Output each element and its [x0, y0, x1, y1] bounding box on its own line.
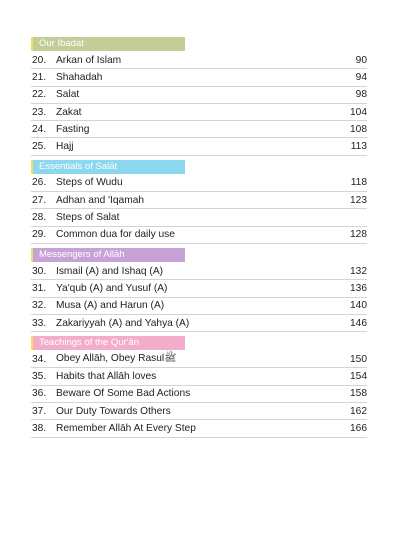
item-title: Remember Allāh At Every Step — [56, 422, 196, 434]
toc-row[interactable] — [31, 420, 367, 437]
section-header: Teachings of the Qur'ān — [31, 336, 185, 350]
item-number: 30. — [32, 265, 47, 277]
toc-row[interactable] — [31, 227, 367, 244]
item-number: 23. — [32, 106, 47, 118]
toc-row[interactable] — [31, 87, 367, 104]
item-title: Steps of Salat — [56, 212, 120, 224]
item-title: Ya'qub (A) and Yusuf (A) — [56, 282, 168, 294]
item-page: 158 — [350, 388, 367, 400]
item-title: Ismail (A) and Ishaq (A) — [56, 265, 164, 277]
item-title: Hajj — [56, 141, 74, 153]
toc-row[interactable] — [31, 52, 367, 69]
item-page: 140 — [350, 300, 367, 312]
item-title: Beware Of Some Bad Actions — [56, 388, 191, 400]
item-page: 128 — [350, 229, 367, 241]
item-page: 166 — [350, 422, 367, 434]
item-title: Adhan and 'Iqamah — [56, 194, 145, 206]
section-header: Essentials of Salāt — [31, 160, 185, 174]
item-title: Musa (A) and Harun (A) — [56, 300, 165, 312]
toc-row[interactable] — [31, 263, 367, 280]
item-page: 123 — [350, 194, 367, 206]
item-page: 113 — [350, 141, 367, 153]
item-number: 20. — [32, 54, 47, 66]
toc-row[interactable] — [31, 192, 367, 209]
section-essentials-of-salat — [31, 160, 367, 244]
item-number: 32. — [32, 300, 47, 312]
item-title: Steps of Wudu — [56, 177, 123, 189]
item-page: 108 — [350, 123, 367, 135]
item-page: 132 — [350, 265, 367, 277]
toc-row[interactable] — [31, 403, 367, 420]
toc-row[interactable] — [31, 386, 367, 403]
toc-row[interactable] — [31, 368, 367, 385]
item-title: Zakariyyah (A) and Yahya (A) — [56, 317, 190, 329]
item-page: 150 — [350, 353, 367, 365]
item-title: Shahadah — [56, 71, 103, 83]
toc-row[interactable] — [31, 351, 367, 368]
item-page: 154 — [350, 371, 367, 383]
item-number: 33. — [32, 317, 47, 329]
item-number: 22. — [32, 89, 47, 101]
toc-row[interactable] — [31, 138, 367, 155]
toc-row[interactable] — [31, 175, 367, 192]
section-teachings-of-the-quran — [31, 336, 367, 437]
item-page: 136 — [350, 282, 367, 294]
item-number: 28. — [32, 212, 47, 224]
item-number: 26. — [32, 177, 47, 189]
item-number: 36. — [32, 388, 47, 400]
item-title: Salat — [56, 89, 80, 101]
item-page: 162 — [350, 405, 367, 417]
item-title: Habits that Allāh loves — [56, 371, 157, 383]
item-page: 118 — [350, 177, 367, 189]
item-title: Obey Allāh, Obey Rasulﷺ — [56, 352, 177, 364]
toc-row[interactable] — [31, 280, 367, 297]
item-page: 90 — [355, 54, 367, 66]
section-header: Our Ibadat — [31, 37, 185, 51]
item-page: 146 — [350, 317, 367, 329]
section-our-ibadat — [31, 37, 367, 156]
item-number: 25. — [32, 141, 47, 153]
item-number: 21. — [32, 71, 47, 83]
item-number: 31. — [32, 282, 47, 294]
item-title: Fasting — [56, 123, 90, 135]
item-title: Our Duty Towards Others — [56, 405, 171, 417]
toc-row[interactable] — [31, 315, 367, 332]
item-title: Arkan of Islam — [56, 54, 122, 66]
item-number: 24. — [32, 123, 47, 135]
item-number: 37. — [32, 405, 47, 417]
item-number: 27. — [32, 194, 47, 206]
item-number: 35. — [32, 371, 47, 383]
section-messengers-of-allah — [31, 248, 367, 332]
item-page: 104 — [350, 106, 367, 118]
section-header: Messengers of Allāh — [31, 248, 185, 262]
toc-row[interactable] — [31, 104, 367, 121]
table-of-contents — [31, 37, 367, 442]
item-title: Common dua for daily use — [56, 229, 175, 241]
item-number: 34. — [32, 353, 47, 365]
item-page: 98 — [355, 89, 367, 101]
item-number: 38. — [32, 422, 47, 434]
toc-row[interactable] — [31, 298, 367, 315]
item-title: Zakat — [56, 106, 82, 118]
item-page: 94 — [355, 71, 367, 83]
toc-row[interactable] — [31, 121, 367, 138]
toc-row[interactable] — [31, 69, 367, 86]
item-number: 29. — [32, 229, 47, 241]
toc-row[interactable] — [31, 209, 367, 226]
